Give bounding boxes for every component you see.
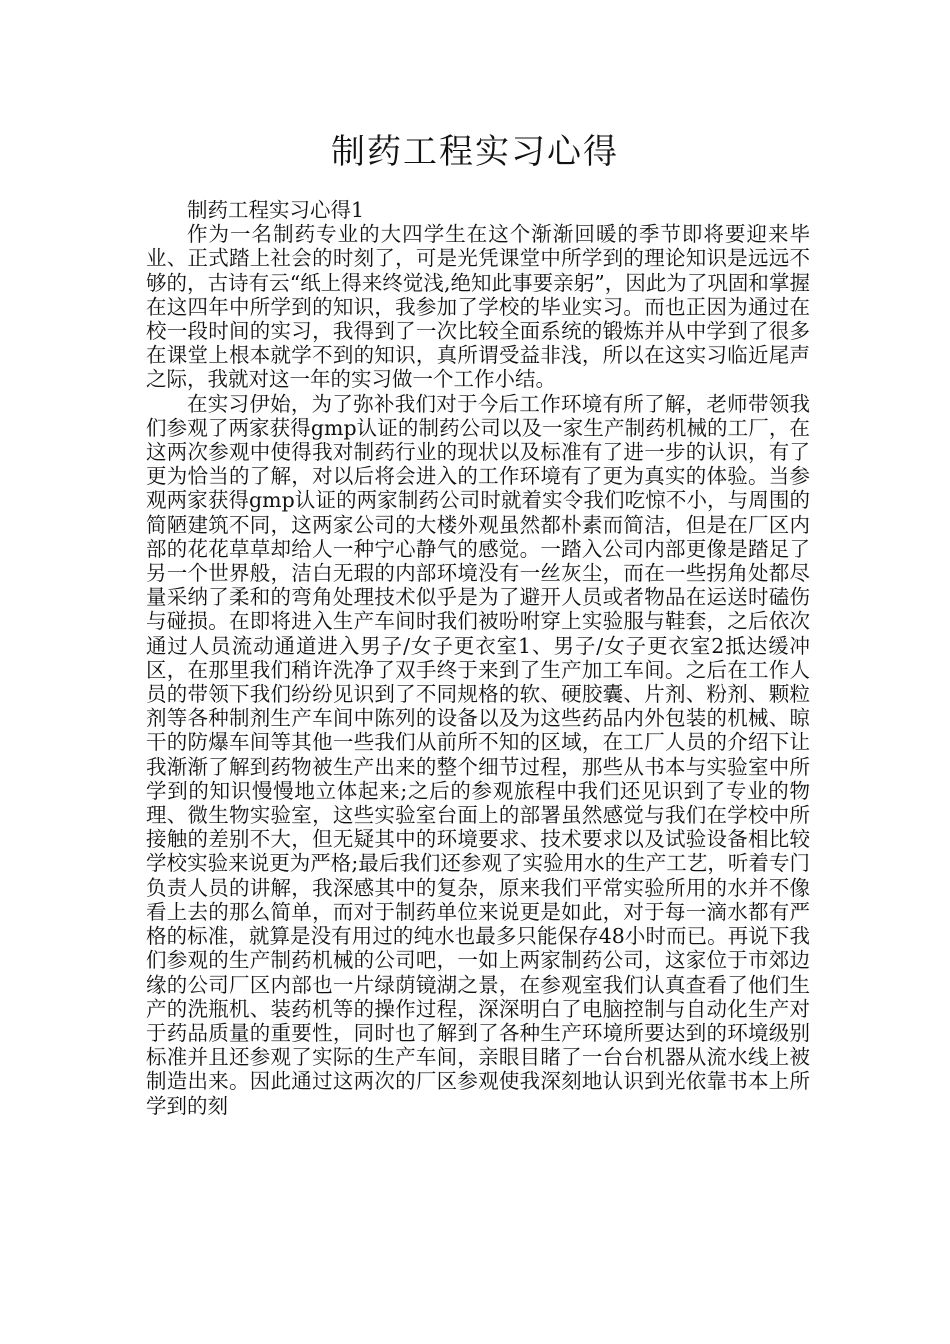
document-title: 制药工程实习心得 xyxy=(331,132,619,172)
document-body xyxy=(146,198,810,1118)
paragraph: 作为一名制药专业的大四学生在这个渐渐回暖的季节即将要迎来毕业、正式踏上社会的时刻了，可是光凭课堂中所学到的理论知识是远远不够的，古诗有云“纸上得来终觉浅,绝知此事要亲躬”，因此为了巩固和掌握在这四年中所学到的知识，我参加了学校的毕业实习。而也正因为通过在校一段时间的实习，我得到了一次比较全面系统的锻炼并从中学到了很多在课堂上根本就学不到的知识，真所谓受益非浅，所以在这实习临近尾声之际，我就对这一年的实习做一个工作小结。 xyxy=(146,222,810,392)
section-heading: 制药工程实习心得1 xyxy=(187,198,365,222)
paragraph: 在实习伊始，为了弥补我们对于今后工作环境有所了解，老师带领我们参观了两家获得gmp认证的制药公司以及一家生产制药机械的工厂，在这两次参观中使得我对制药行业的现状以及标准有了进一步的认识，有了更为恰当的了解，对以后将会进入的工作环境有了更为真实的体验。当参观两家获得gmp认证的两家制药公司时就着实令我们吃惊不小，与周围的简陋建筑不同，这两家公司的大楼外观虽然都朴素而简洁，但是在厂区内部的花花草草却给人一种宁心静气的感觉。一踏入公司内部更像是踏足了另一个世界般，洁白无瑕的内部环境没有一丝灰尘，而在一些拐角处都尽量采纳了柔和的弯角处理技术似乎是为了避开人员或者物品在运送时磕伤与碰损。在即将进入生产车间时我们被吩咐穿上实验服与鞋套，之后依次通过人员流动通道进入男子/女子更衣室1、男子/女子更衣室2抵达缓冲区，在那里我们稍许洗净了双手终于来到了生产加工车间。之后在工作人员的带领下我们纷纷见识到了不同规格的软、硬胶囊、片剂、粉剂、颗粒剂等各种制剂生产车间中陈列的设备以及为这些药品内外包装的机械、晾干的防爆车间等其他一些我们从前所不知的区域，在工厂人员的介绍下让我渐渐了解到药物被生产出来的整个细节过程，那些从书本与实验室中所学到的知识慢慢地立体起来;之后的参观旅程中我们还见识到了专业的物理、微生物实验室，这些实验室台面上的部署虽然感觉与我们在学校中所接触的差别不大，但无疑其中的环境要求、技术要求以及试验设备相比较学校实验来说更为严格;最后我们还参观了实验用水的生产工艺，听着专门负责人员的讲解，我深感其中的复杂，原来我们平常实验所用的水并不像看上去的那么简单，而对于制药单位来说更是如此，对于每一滴水都有严格的标准，就算是没有用过的纯水也最多只能保存48小时而已。再说下我们参观的生产制药机械的公司吧，一如上两家制药公司，这家位于市郊边缘的公司厂区内部也一片绿荫镜湖之景，在参观室我们认真查看了他们生产的洗瓶机、装药机等的操作过程，深深明白了电脑控制与自动化生产对于药品质量的重要性，同时也了解到了各种生产环境所要达到的环境级别标准并且还参观了实际的生产车间，亲眼目睹了一台台机器从流水线上被制造出来。因此通过这两次的厂区参观使我深刻地认识到光依靠书本上所学到的刻 xyxy=(146,391,810,1118)
